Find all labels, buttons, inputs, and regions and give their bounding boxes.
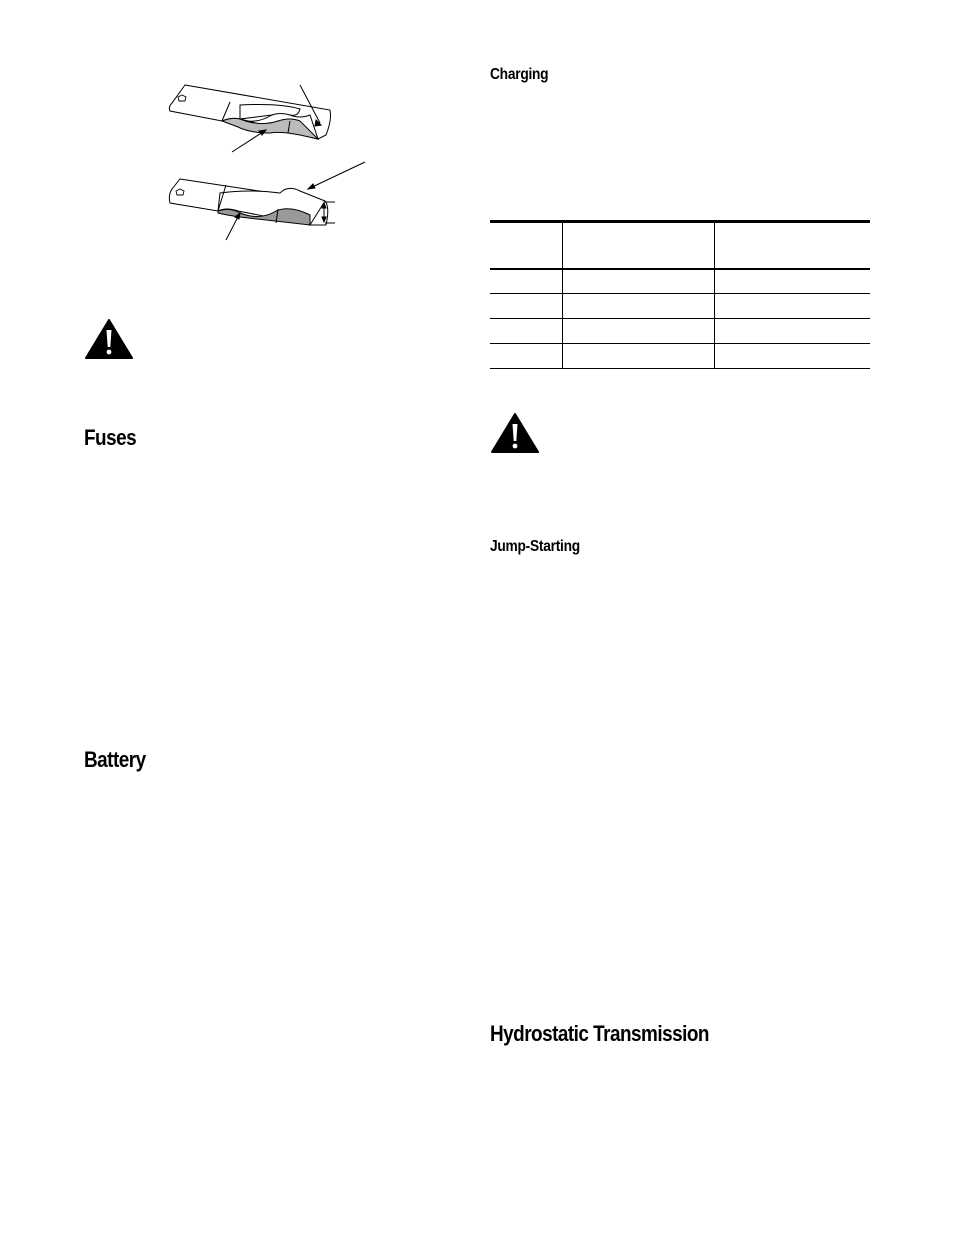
- heading-charging: Charging: [490, 66, 549, 83]
- table-cell: [715, 344, 871, 369]
- table-header-row: [490, 222, 870, 269]
- blade-wear-illustration: [160, 75, 375, 255]
- table-row: [490, 269, 870, 294]
- table-cell: [563, 319, 715, 344]
- charging-table: [490, 220, 870, 369]
- heading-hydrostatic-transmission: Hydrostatic Transmission: [490, 1021, 709, 1046]
- table-cell: [715, 294, 871, 319]
- table-cell: [490, 344, 563, 369]
- table-cell: [715, 269, 871, 294]
- table-header-cell: [715, 222, 871, 269]
- blade-lower-drawing: [169, 179, 327, 225]
- table-row: [490, 344, 870, 369]
- blade-upper-drawing: [169, 85, 330, 139]
- table-header-cell: [563, 222, 715, 269]
- warning-triangle-icon: [84, 318, 134, 360]
- warning-triangle-icon: [490, 412, 540, 454]
- table-row: [490, 294, 870, 319]
- table-cell: [490, 269, 563, 294]
- table-header-cell: [490, 222, 563, 269]
- heading-battery: Battery: [84, 747, 146, 772]
- table-cell: [490, 294, 563, 319]
- heading-fuses: Fuses: [84, 425, 137, 450]
- table-cell: [490, 319, 563, 344]
- table-cell: [715, 319, 871, 344]
- table-cell: [563, 294, 715, 319]
- heading-jump-starting: Jump-Starting: [490, 538, 580, 555]
- table-row: [490, 319, 870, 344]
- table-cell: [563, 344, 715, 369]
- table-cell: [563, 269, 715, 294]
